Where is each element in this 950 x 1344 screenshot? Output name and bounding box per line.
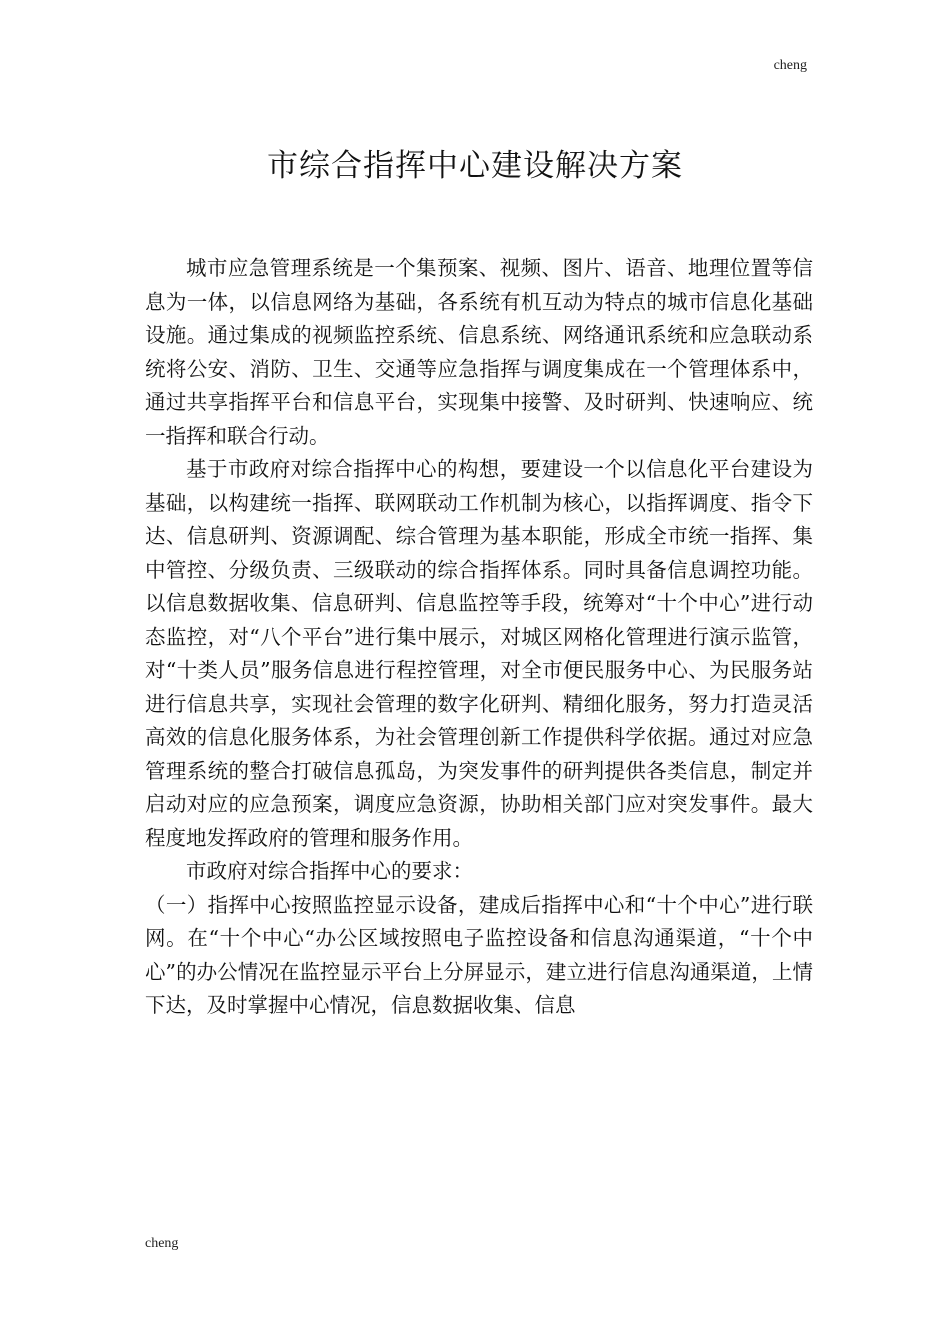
page-header-note: cheng xyxy=(773,58,807,73)
document-title: 市综合指挥中心建设解决方案 xyxy=(267,148,683,184)
page-footer-note: cheng xyxy=(145,1236,179,1251)
paragraph-2: 基于市政府对综合指挥中心的构想，要建设一个以信息化平台建设为基础，以构建统一指挥、联网联动工作机制为核心，以指挥调度、指令下达、信息研判、资源调配、综合管理为基本职能，形成全市统一指挥、集中管控、分级负责、三级联动的综合指挥体系。同时具备信息调控功能。以信息数据收集、信息研判、信息监控等手段，统筹对“十个中心”进行动态监控，对“八个平台”进行集中展示，对城区网格化管理进行演示监管，对“十类人员”服务信息进行程控管理，对全市便民服务中心、为民服务站进行信息共享，实现社会管理的数字化研判、精细化服务，努力打造灵活高效的信息化服务体系，为社会管理创新工作提供科学依据。通过对应急管理系统的整合打破信息孤岛，为突发事件的研判提供各类信息，制定并启动对应的应急预案，调度应急资源，协助相关部门应对突发事件。最大程度地发挥政府的管理和服务作用。 xyxy=(145,457,813,850)
paragraph-3: 市政府对综合指挥中心的要求： xyxy=(186,859,473,883)
document-body xyxy=(145,252,813,1023)
paragraph-4: （一）指挥中心按照监控显示设备，建成后指挥中心和“十个中心”进行联网。在“十个中心“办公区域按照电子监控设备和信息沟通渠道，“十个中心”的办公情况在监控显示平台上分屏显示，建立进行信息沟通渠道，上情下达，及时掌握中心情况，信息数据收集、信息 xyxy=(145,892,813,1017)
paragraph-1: 城市应急管理系统是一个集预案、视频、图片、语音、地理位置等信息为一体，以信息网络为基础，各系统有机互动为特点的城市信息化基础设施。通过集成的视频监控系统、信息系统、网络通讯系统和应急联动系统将公安、消防、卫生、交通等应急指挥与调度集成在一个管理体系中，通过共享指挥平台和信息平台，实现集中接警、及时研判、快速响应、统一指挥和联合行动。 xyxy=(145,256,813,448)
